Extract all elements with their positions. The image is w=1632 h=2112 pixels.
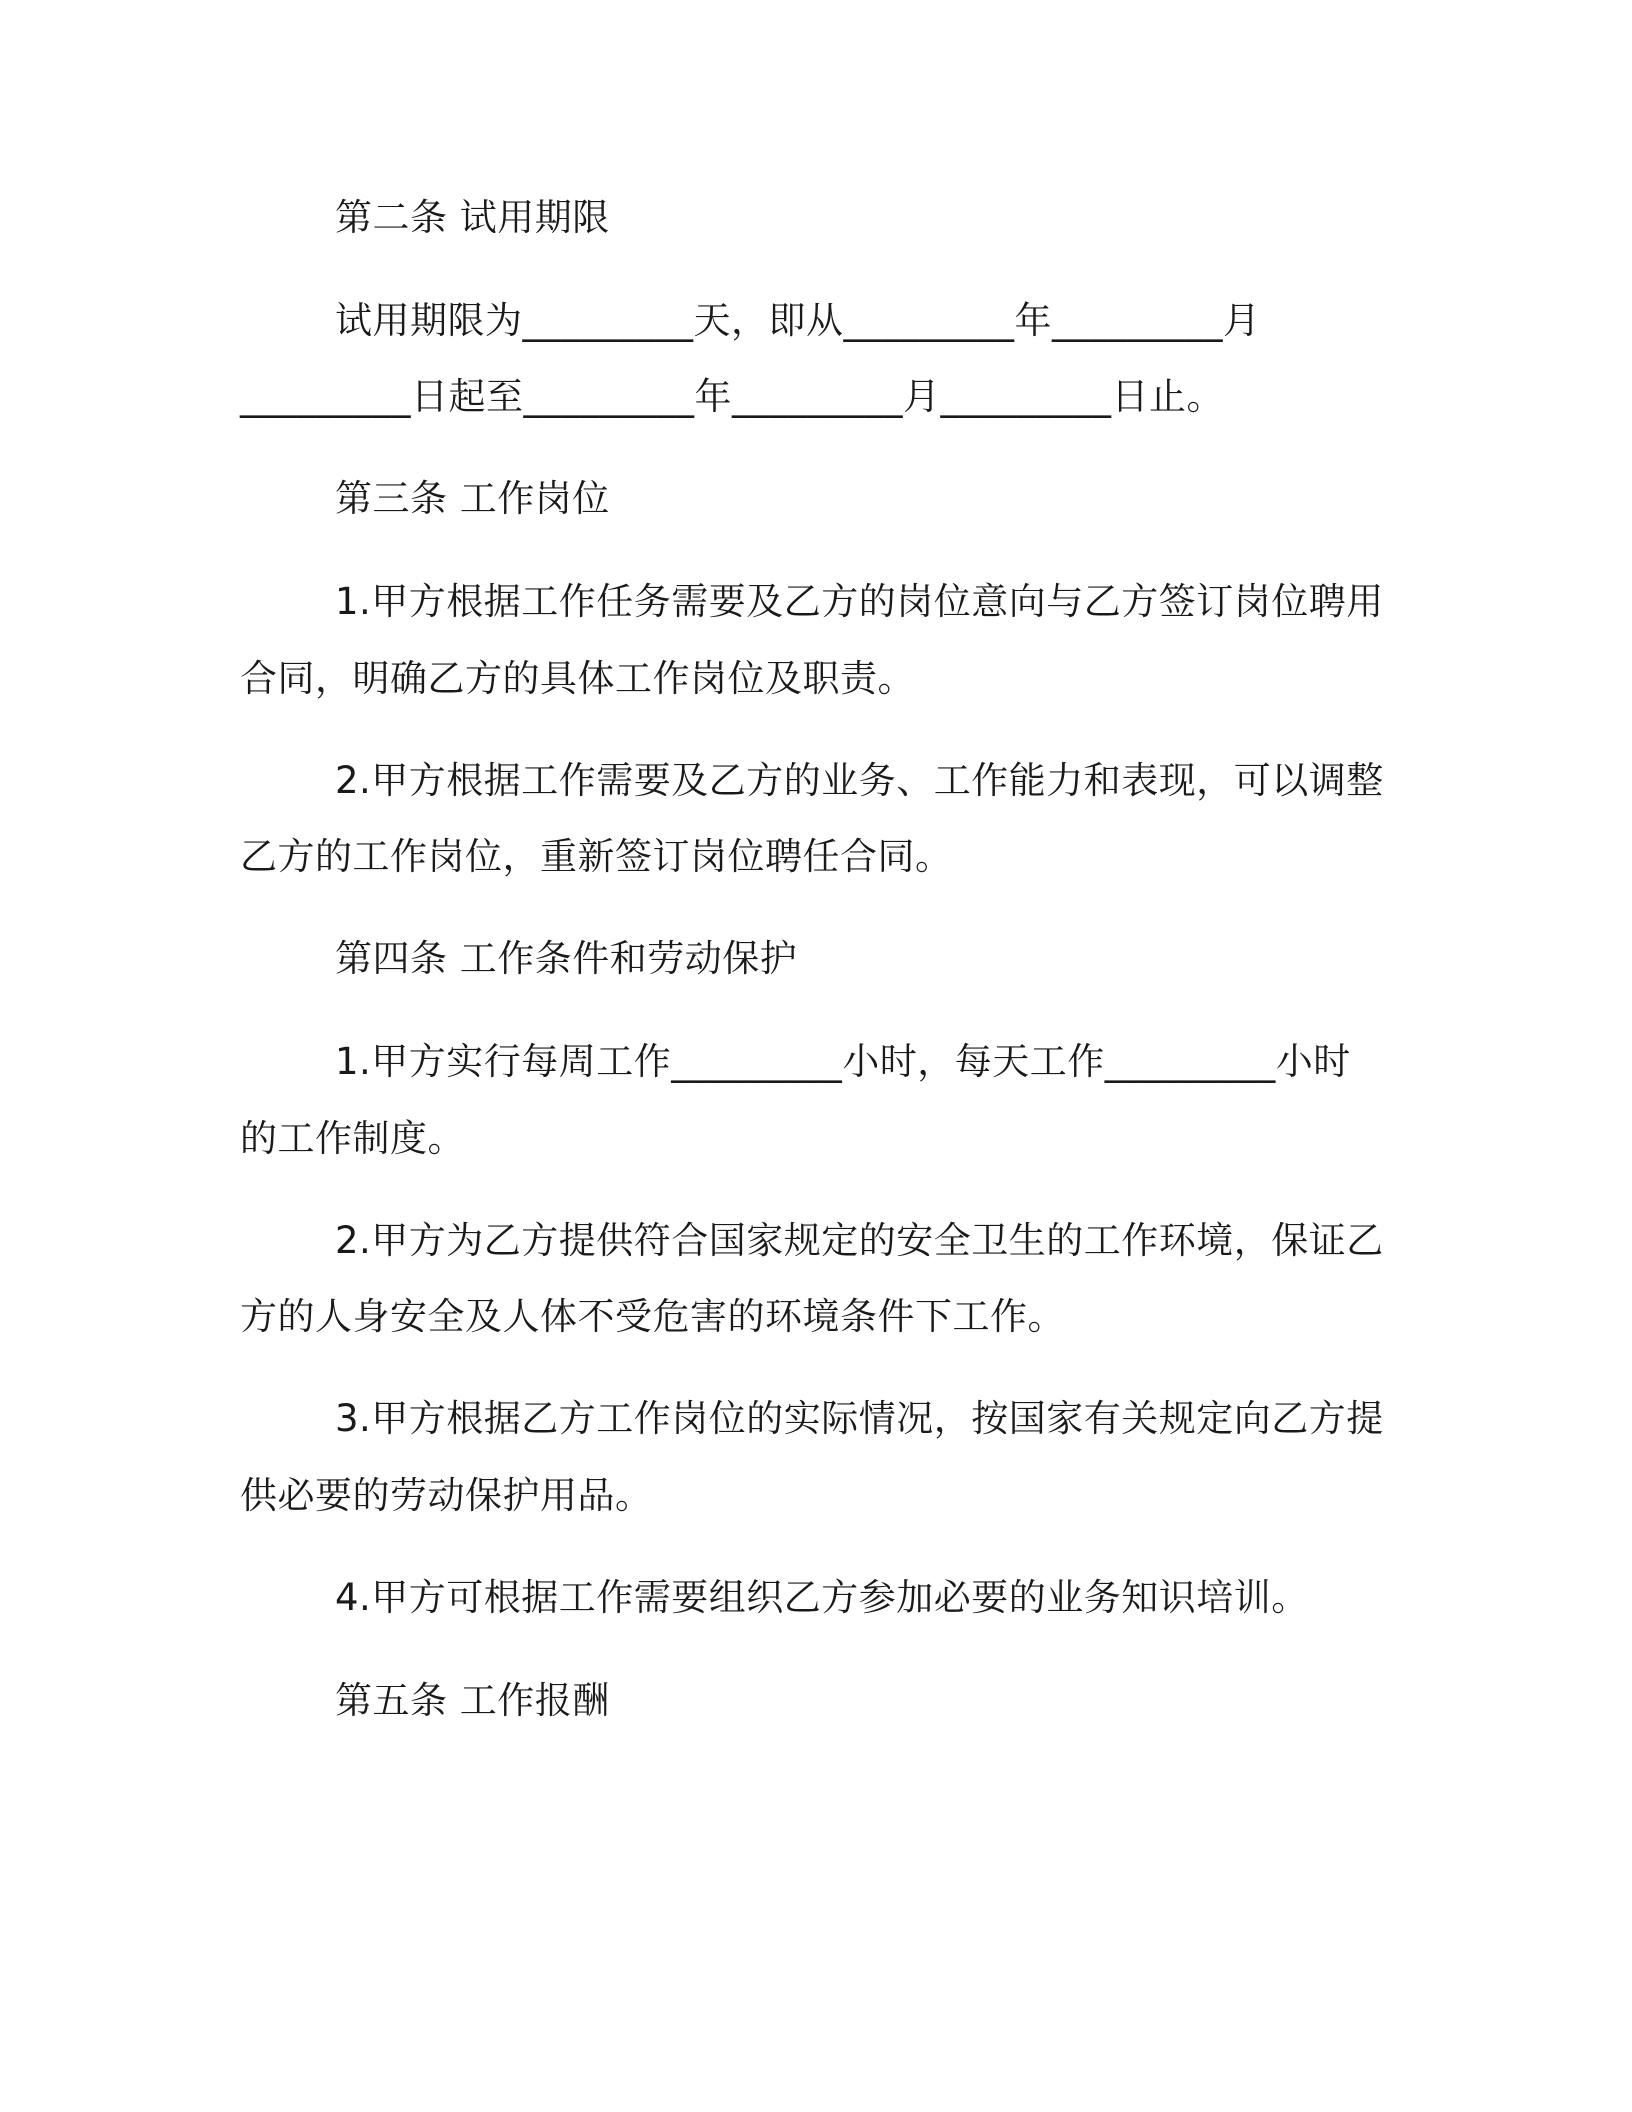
- article-4-item-2-line-2: 方的人身安全及人体不受危害的环境条件下工作。: [240, 1295, 1065, 1338]
- article-4-item-1-line-2: 的工作制度。: [240, 1117, 465, 1160]
- article-4-heading: 第四条 工作条件和劳动保护: [335, 937, 798, 980]
- article-4-item-2-line-1: 2.甲方为乙方提供符合国家规定的安全卫生的工作环境，保证乙: [335, 1219, 1384, 1262]
- article-5-heading: 第五条 工作报酬: [335, 1679, 610, 1722]
- article-2-heading: 第二条 试用期限: [335, 196, 610, 239]
- article-3-item-1-line-2: 合同，明确乙方的具体工作岗位及职责。: [240, 657, 915, 700]
- article-3-item-2-line-1: 2.甲方根据工作需要及乙方的业务、工作能力和表现，可以调整: [335, 759, 1384, 802]
- probation-period-line-1: 试用期限为_________天，即从_________年_________月: [335, 299, 1261, 342]
- article-4-item-1-line-1: 1.甲方实行每周工作_________小时，每天工作_________小时: [335, 1040, 1351, 1083]
- article-3-item-1-line-1: 1.甲方根据工作任务需要及乙方的岗位意向与乙方签订岗位聘用: [335, 580, 1384, 623]
- article-4-item-4: 4.甲方可根据工作需要组织乙方参加必要的业务知识培训。: [335, 1576, 1309, 1619]
- article-4-item-3-line-1: 3.甲方根据乙方工作岗位的实际情况，按国家有关规定向乙方提: [335, 1397, 1384, 1440]
- probation-period-line-2: _________日起至_________年_________月_________日止。: [240, 375, 1224, 418]
- article-3-item-2-line-2: 乙方的工作岗位，重新签订岗位聘任合同。: [240, 835, 953, 878]
- article-4-item-3-line-2: 供必要的劳动保护用品。: [240, 1474, 653, 1517]
- article-3-heading: 第三条 工作岗位: [335, 477, 610, 520]
